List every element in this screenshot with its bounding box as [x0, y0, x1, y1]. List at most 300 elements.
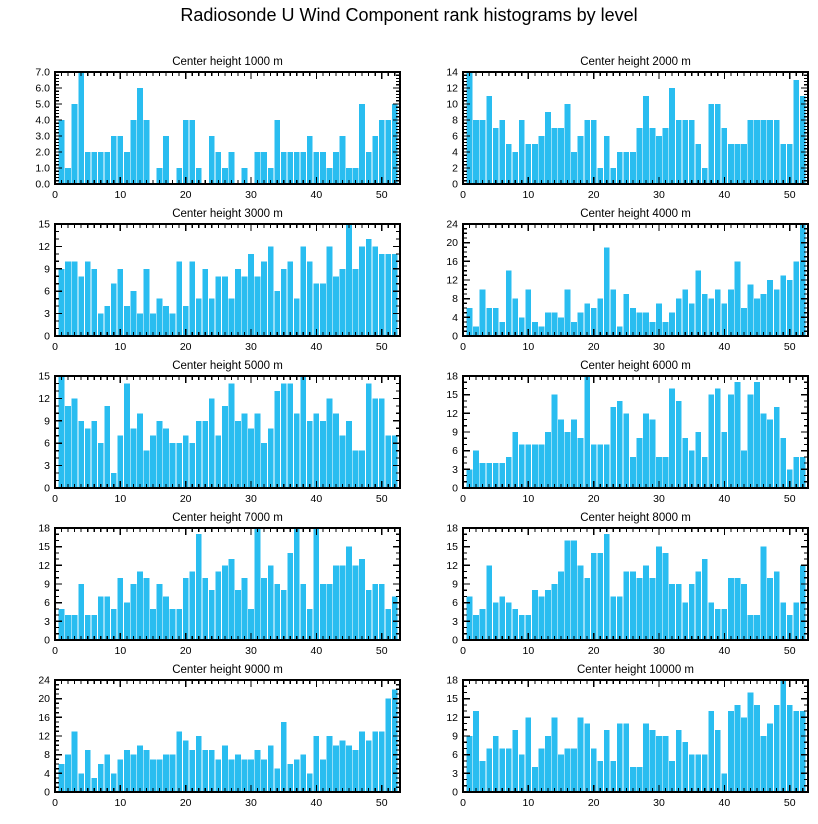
bar: [682, 742, 688, 792]
bar: [761, 413, 767, 488]
bar: [327, 584, 333, 640]
x-tick-label: 10: [522, 797, 535, 809]
bar: [176, 731, 182, 792]
bar: [176, 609, 182, 640]
bar: [565, 748, 571, 792]
x-tick-label: 40: [718, 645, 731, 657]
bar: [539, 444, 545, 488]
bar: [189, 261, 195, 336]
bar: [300, 584, 306, 640]
bar: [353, 565, 359, 640]
bar: [604, 730, 610, 792]
bar: [663, 457, 669, 488]
bar: [741, 451, 747, 488]
bar: [176, 261, 182, 336]
bar: [597, 761, 603, 792]
y-tick-label: 3: [452, 463, 458, 476]
bar: [774, 705, 780, 792]
bar: [215, 276, 221, 336]
bar: [327, 736, 333, 792]
bar: [754, 382, 760, 488]
bar: [59, 609, 65, 640]
bar: [669, 761, 675, 792]
y-tick-label: 10: [446, 98, 458, 111]
bar: [287, 383, 293, 488]
bar: [59, 376, 65, 488]
bar: [793, 261, 799, 336]
bar: [261, 261, 267, 336]
bar: [261, 759, 267, 792]
x-tick-label: 10: [522, 645, 535, 657]
y-tick-label: 8: [452, 293, 458, 306]
bar: [287, 261, 293, 336]
y-tick-labels: [38, 219, 50, 343]
bar: [255, 152, 261, 184]
bar: [72, 731, 78, 792]
bar: [682, 120, 688, 184]
bar: [366, 383, 372, 488]
bar: [656, 136, 662, 184]
bar: [196, 534, 202, 640]
bar: [597, 553, 603, 640]
bar: [242, 759, 248, 792]
bar: [682, 289, 688, 336]
bar: [754, 299, 760, 336]
y-tick-label: 4: [452, 146, 458, 159]
bar: [741, 717, 747, 792]
bar: [372, 246, 378, 336]
bar: [715, 104, 721, 184]
bar: [473, 120, 479, 184]
x-tick-label: 50: [375, 797, 388, 809]
y-tick-label: 5.0: [35, 98, 50, 111]
bar: [748, 120, 754, 184]
bar: [111, 284, 117, 336]
x-tick-label: 20: [179, 493, 192, 505]
y-tick-label: 6.0: [35, 82, 50, 95]
bar: [506, 748, 512, 792]
x-tick-label: 30: [245, 493, 257, 505]
subplot-center-height-10000-m: [418, 664, 818, 816]
bar: [552, 584, 558, 640]
y-tick-label: 6: [44, 437, 50, 450]
y-tick-label: 9: [44, 415, 50, 428]
bar: [320, 284, 326, 336]
bar: [519, 444, 525, 488]
bar: [728, 711, 734, 792]
bar: [715, 289, 721, 336]
bar: [91, 269, 97, 336]
bar: [721, 432, 727, 488]
subplot-title: Center height 1000 m: [172, 56, 283, 68]
bar: [300, 755, 306, 792]
y-tick-label: 12: [38, 240, 50, 253]
bar: [623, 572, 629, 640]
x-tick-label: 0: [460, 645, 466, 657]
x-tick-label: 40: [718, 493, 731, 505]
bar: [512, 152, 518, 184]
bar: [144, 451, 150, 488]
y-tick-label: 8: [44, 749, 50, 762]
bar: [715, 730, 721, 792]
subplot-title: Center height 9000 m: [172, 664, 283, 676]
bar: [379, 584, 385, 640]
bar: [196, 421, 202, 488]
subplot-title: Center height 8000 m: [580, 512, 691, 524]
x-tick-label: 40: [310, 189, 323, 201]
bar: [209, 590, 215, 640]
y-tick-labels: [446, 371, 458, 495]
bar: [346, 547, 352, 640]
bar: [235, 590, 241, 640]
bar: [372, 136, 378, 184]
bar: [754, 120, 760, 184]
bars: [467, 680, 806, 792]
y-tick-label: 12: [446, 274, 458, 287]
x-tick-label: 50: [375, 189, 388, 201]
bar: [793, 603, 799, 640]
x-tick-label: 40: [310, 797, 323, 809]
bar: [512, 432, 518, 488]
bar: [281, 590, 287, 640]
x-tick-label: 0: [52, 493, 58, 505]
bar: [506, 271, 512, 336]
bar: [163, 755, 169, 792]
bar: [242, 578, 248, 640]
bar: [85, 750, 91, 792]
bar: [294, 299, 300, 336]
bar: [767, 120, 773, 184]
x-tick-labels: [460, 645, 796, 657]
bar: [539, 596, 545, 640]
bar: [643, 724, 649, 792]
y-tick-label: 12: [446, 559, 458, 572]
x-tick-label: 30: [245, 645, 257, 657]
x-tick-label: 40: [718, 189, 731, 201]
bar: [392, 104, 398, 184]
bar: [170, 609, 176, 640]
x-tick-label: 30: [245, 797, 257, 809]
bar: [131, 428, 137, 488]
y-tick-label: 3: [452, 767, 458, 780]
x-tick-label: 10: [114, 493, 127, 505]
bar: [578, 438, 584, 488]
bar: [780, 438, 786, 488]
y-tick-label: 0: [44, 330, 50, 343]
bar: [669, 388, 675, 488]
x-tick-label: 30: [653, 493, 665, 505]
subplot-title: Center height 2000 m: [580, 56, 691, 68]
x-tick-label: 10: [522, 341, 535, 353]
x-tick-label: 40: [310, 645, 323, 657]
bars: [467, 534, 806, 640]
bar: [85, 261, 91, 336]
bar: [124, 306, 130, 336]
bar: [748, 395, 754, 488]
x-tick-label: 50: [783, 493, 796, 505]
bar: [104, 755, 110, 792]
bar: [183, 741, 189, 792]
bar: [98, 596, 104, 640]
subplot-title: Center height 3000 m: [172, 208, 283, 220]
subplot-title: Center height 5000 m: [172, 360, 283, 372]
bar: [480, 761, 486, 792]
bar: [261, 578, 267, 640]
x-tick-label: 30: [245, 189, 257, 201]
x-tick-label: 0: [460, 341, 466, 353]
bar: [512, 609, 518, 640]
bar: [676, 730, 682, 792]
bar: [735, 578, 741, 640]
bar: [767, 578, 773, 640]
bar: [229, 559, 235, 640]
bar: [761, 294, 767, 336]
bar: [610, 596, 616, 640]
bar: [506, 603, 512, 640]
bar: [294, 413, 300, 488]
bar: [333, 565, 339, 640]
bar: [111, 609, 117, 640]
subplot-center-height-5000-m: [10, 360, 414, 512]
bar: [372, 731, 378, 792]
bar: [793, 80, 799, 184]
subplot-center-height-3000-m: [10, 208, 414, 360]
bar: [268, 745, 274, 792]
y-tick-label: 0: [452, 634, 458, 647]
bar: [480, 609, 486, 640]
bar: [340, 436, 346, 488]
bar: [255, 276, 261, 336]
bar: [157, 584, 163, 640]
bar: [294, 528, 300, 640]
bar: [131, 120, 137, 184]
bar: [183, 578, 189, 640]
y-tick-label: 0: [44, 482, 50, 495]
bar: [741, 584, 747, 640]
bar: [663, 128, 669, 184]
x-tick-label: 0: [52, 189, 58, 201]
bar: [202, 578, 208, 640]
x-tick-label: 0: [52, 341, 58, 353]
bar: [695, 572, 701, 640]
bar: [623, 294, 629, 336]
y-tick-labels: [446, 675, 458, 799]
subplot-title: Center height 6000 m: [580, 360, 691, 372]
bar: [565, 540, 571, 640]
bar: [571, 748, 577, 792]
bar: [189, 120, 195, 184]
bar: [157, 299, 163, 336]
x-tick-label: 30: [245, 341, 257, 353]
bar: [676, 120, 682, 184]
bar: [630, 457, 636, 488]
bar: [104, 596, 110, 640]
y-tick-label: 0: [452, 786, 458, 799]
bar: [300, 152, 306, 184]
bar: [578, 565, 584, 640]
bar: [663, 553, 669, 640]
bar: [209, 136, 215, 184]
bar: [385, 436, 391, 488]
bar: [189, 750, 195, 792]
y-tick-labels: [446, 219, 458, 343]
bar: [124, 603, 130, 640]
bar: [268, 246, 274, 336]
bar: [689, 584, 695, 640]
y-tick-label: 9: [44, 263, 50, 276]
bar: [506, 457, 512, 488]
bar: [715, 609, 721, 640]
y-tick-label: 4: [452, 311, 458, 324]
y-tick-label: 6: [44, 285, 50, 298]
y-tick-label: 12: [38, 730, 50, 743]
y-tick-label: 15: [38, 218, 50, 231]
bar: [695, 271, 701, 336]
bar: [72, 261, 78, 336]
bar: [656, 736, 662, 792]
bar: [676, 299, 682, 336]
bar: [780, 275, 786, 336]
bar: [643, 413, 649, 488]
bar: [392, 254, 398, 336]
bar: [346, 421, 352, 488]
y-tick-label: 1.0: [35, 162, 50, 175]
x-tick-label: 50: [783, 341, 796, 353]
bar: [493, 308, 499, 336]
bar: [65, 261, 71, 336]
x-tick-label: 40: [310, 493, 323, 505]
y-tick-labels: [446, 523, 458, 647]
x-tick-label: 20: [179, 645, 192, 657]
bar: [333, 276, 339, 336]
bar: [780, 680, 786, 792]
bar: [552, 128, 558, 184]
bar: [313, 284, 319, 336]
bar: [532, 144, 538, 184]
y-tick-label: 3.0: [35, 130, 50, 143]
y-tick-label: 6: [44, 597, 50, 610]
bar: [385, 699, 391, 792]
bar: [565, 289, 571, 336]
bar: [366, 741, 372, 792]
x-tick-labels: [460, 797, 796, 809]
bar: [274, 584, 280, 640]
bar: [565, 104, 571, 184]
bar: [610, 289, 616, 336]
bar: [663, 736, 669, 792]
bar: [493, 603, 499, 640]
y-tick-label: 24: [446, 218, 458, 231]
bar: [59, 269, 65, 336]
y-tick-label: 15: [446, 389, 458, 402]
bar: [176, 443, 182, 488]
bar: [91, 152, 97, 184]
y-tick-label: 24: [38, 674, 50, 687]
bar: [728, 144, 734, 184]
bar: [735, 261, 741, 336]
x-tick-labels: [460, 493, 796, 505]
x-tick-label: 20: [587, 189, 600, 201]
y-tick-label: 12: [38, 559, 50, 572]
y-tick-label: 6: [452, 130, 458, 143]
bar: [669, 88, 675, 184]
bar: [235, 421, 241, 488]
bar: [150, 609, 156, 640]
x-tick-label: 0: [460, 493, 466, 505]
y-tick-label: 15: [38, 541, 50, 554]
bar: [591, 120, 597, 184]
bar: [346, 224, 352, 336]
bar: [532, 590, 538, 640]
bar: [359, 731, 365, 792]
bar: [597, 299, 603, 336]
bar: [189, 443, 195, 488]
bar: [643, 565, 649, 640]
bar: [780, 144, 786, 184]
bar: [617, 401, 623, 488]
bar: [359, 451, 365, 488]
bar: [222, 745, 228, 792]
bar: [117, 136, 123, 184]
bar: [552, 395, 558, 488]
bar: [676, 584, 682, 640]
y-tick-labels: [38, 523, 50, 647]
bar: [104, 406, 110, 488]
bar: [78, 72, 84, 184]
bar: [255, 413, 261, 488]
bar: [359, 104, 365, 184]
x-tick-labels: [52, 645, 388, 657]
bar: [255, 750, 261, 792]
bar: [222, 276, 228, 336]
bar: [552, 717, 558, 792]
bar: [623, 724, 629, 792]
bar: [708, 104, 714, 184]
bar: [539, 136, 545, 184]
bar: [617, 724, 623, 792]
x-tick-label: 20: [587, 645, 600, 657]
bar: [131, 291, 137, 336]
bar: [499, 596, 505, 640]
bar: [623, 152, 629, 184]
bar: [761, 547, 767, 640]
bar: [467, 736, 473, 792]
bars: [467, 224, 806, 336]
y-tick-label: 9: [452, 730, 458, 743]
bar: [131, 584, 137, 640]
bar: [689, 120, 695, 184]
bar: [307, 136, 313, 184]
y-tick-label: 9: [452, 578, 458, 591]
bar: [774, 572, 780, 640]
bar: [467, 72, 473, 184]
x-tick-labels: [52, 189, 388, 201]
x-tick-label: 20: [179, 797, 192, 809]
bar: [170, 755, 176, 792]
bar: [333, 745, 339, 792]
bar: [65, 406, 71, 488]
bar: [300, 246, 306, 336]
x-tick-label: 50: [783, 645, 796, 657]
y-tick-label: 9: [44, 578, 50, 591]
x-tick-label: 10: [114, 797, 127, 809]
bar: [702, 457, 708, 488]
bar: [767, 280, 773, 336]
x-tick-label: 0: [52, 797, 58, 809]
bar: [623, 413, 629, 488]
bar: [248, 254, 254, 336]
bar: [117, 269, 123, 336]
